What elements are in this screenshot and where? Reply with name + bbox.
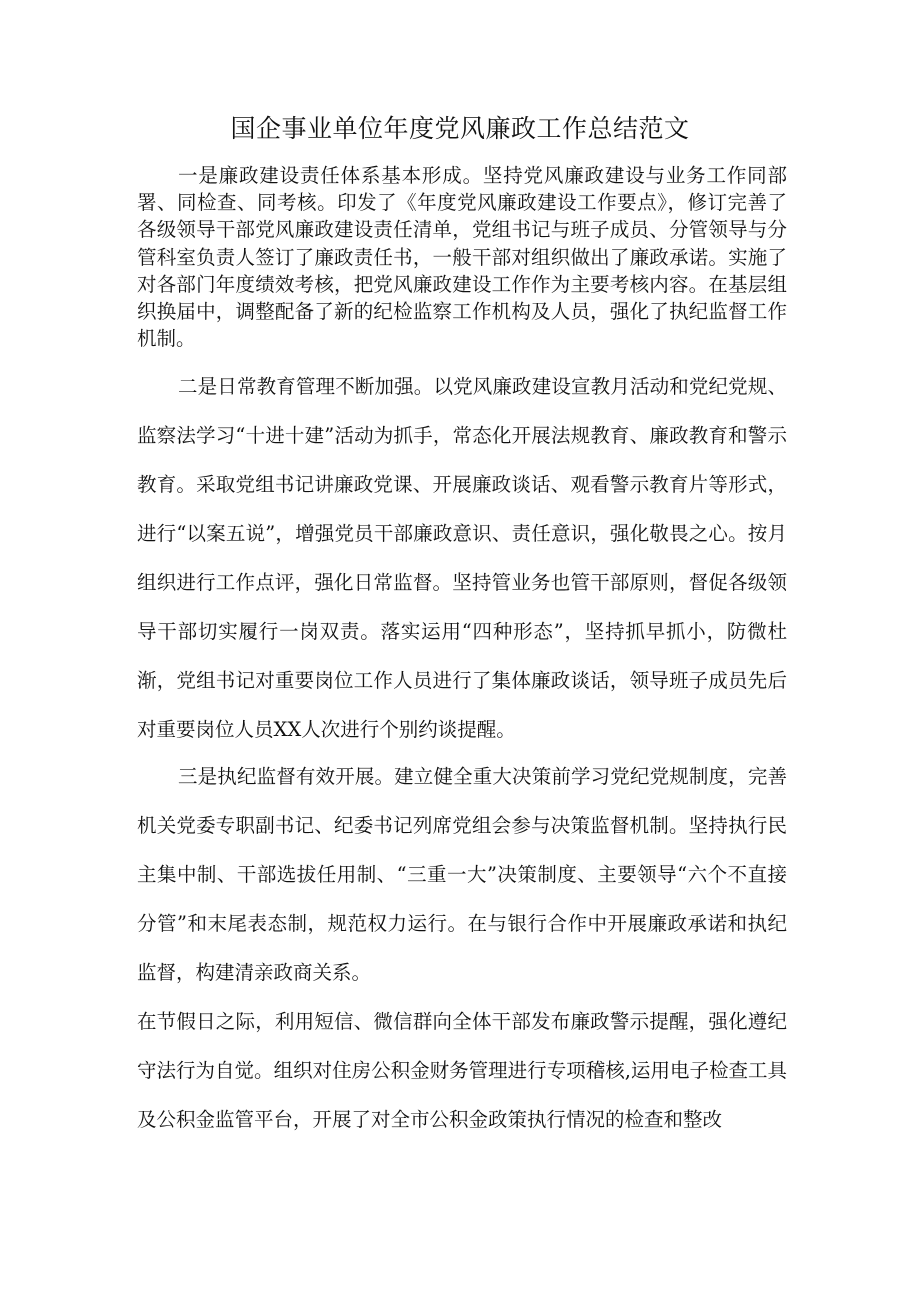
paragraph-holiday-reminders: 在节假日之际，利用短信、微信群向全体干部发布廉政警示提醒，强化遵纪守法行为自觉。组织对住房公积金财务管理进行专项稽核,运用电子检查工具及公积金监管平台，开展了对全市公积金政策执行情况的检查和整改 — [137, 1010, 787, 1131]
document-title: 国企事业单位年度党风廉政工作总结范文 — [230, 114, 690, 143]
paragraph-discipline-supervision: 三是执纪监督有效开展。建立健全重大决策前学习党纪党规制度，完善机关党委专职副书记、纪委书记列席党组会参与决策监督机制。坚持执行民主集中制、干部选拔任用制、“三重一大”决策制度、主要领导“六个不直接分管”和末尾表态制，规范权力运行。在与银行合作中开展廉政承诺和执纪监督，构建清亲政商关系。 — [137, 765, 787, 984]
paragraph-daily-education: 二是日常教育管理不断加强。以党风廉政建设宣教月活动和党纪党规、监察法学习“十进十建”活动为抓手，常态化开展法规教育、廉政教育和警示教育。采取党组书记讲廉政党课、开展廉政谈话、观看警示教育片等形式，进行“以案五说”，增强党员干部廉政意识、责任意识，强化敬畏之心。按月组织进行工作点评，强化日常监督。坚持管业务也管干部原则，督促各级领导干部切实履行一岗双责。落实运用“四种形态”，坚持抓早抓小，防微杜渐，党组书记对重要岗位工作人员进行了集体廉政谈话，领导班子成员先后对重要岗位人员XX人次进行个别约谈提醒。 — [137, 375, 787, 741]
paragraph-responsibility-system: 一是廉政建设责任体系基本形成。坚持党风廉政建设与业务工作同部署、同检查、同考核。印发了《年度党风廉政建设工作要点》，修订完善了各级领导干部党风廉政建设责任清单，党组书记与班子成员、分管领导与分管科室负责人签订了廉政责任书，一般干部对组织做出了廉政承诺。实施了对各部门年度绩效考核，把党风廉政建设工作作为主要考核内容。在基层组织换届中，调整配备了新的纪检监察工作机构及人员，强化了执纪监督工作机制。 — [137, 164, 787, 351]
